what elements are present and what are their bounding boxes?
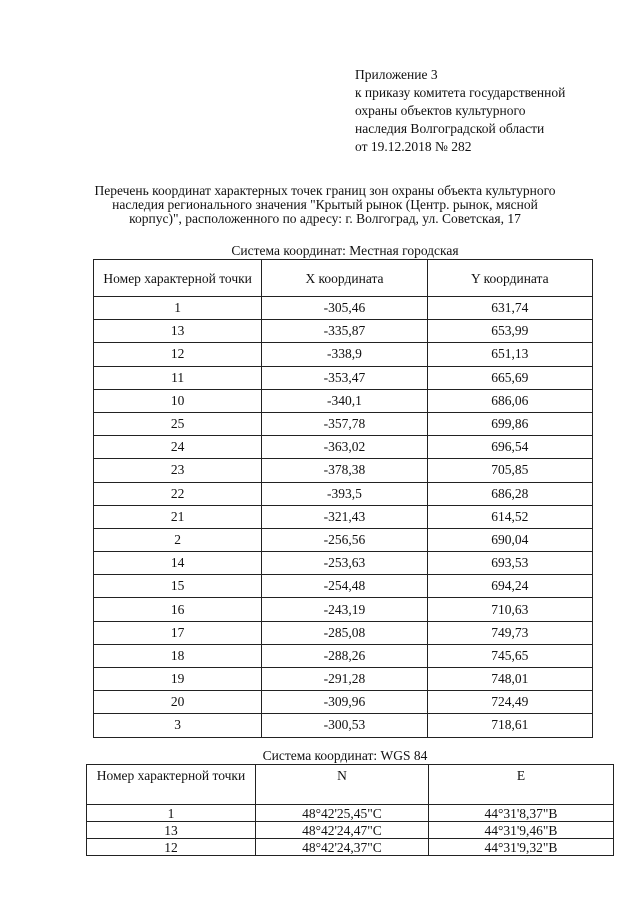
appendix-block — [355, 66, 565, 156]
cell-x: -340,1 — [262, 389, 427, 412]
table-row — [94, 343, 593, 366]
cell-point-number: 12 — [87, 839, 256, 856]
cell-y: 694,24 — [427, 575, 592, 598]
document-title — [70, 184, 580, 226]
table-row — [94, 320, 593, 343]
table-row — [94, 644, 593, 667]
table-row — [94, 412, 593, 435]
cell-point-number: 24 — [94, 436, 262, 459]
cell-point-number: 1 — [94, 297, 262, 320]
appendix-line: наследия Волгоградской области — [355, 121, 545, 136]
header-e: E — [428, 765, 613, 805]
cell-x: -291,28 — [262, 668, 427, 691]
header-point-number: Номер характерной точки — [94, 260, 262, 297]
cell-y: 705,85 — [427, 459, 592, 482]
table-row — [94, 459, 593, 482]
cell-point-number: 10 — [94, 389, 262, 412]
cell-point-number: 15 — [94, 575, 262, 598]
cell-point-number: 11 — [94, 366, 262, 389]
cell-y: 686,28 — [427, 482, 592, 505]
cell-point-number: 13 — [94, 320, 262, 343]
cell-y: 724,49 — [427, 691, 592, 714]
cell-x: -305,46 — [262, 297, 427, 320]
table-row — [94, 436, 593, 459]
table-row — [94, 691, 593, 714]
cell-point-number: 12 — [94, 343, 262, 366]
cell-point-number: 18 — [94, 644, 262, 667]
cell-n: 48°42'24,37"С — [255, 839, 428, 856]
cell-y: 710,63 — [427, 598, 592, 621]
table-row — [87, 822, 614, 839]
table-row — [94, 297, 593, 320]
cell-point-number: 21 — [94, 505, 262, 528]
table-row — [94, 598, 593, 621]
header-y: Y координата — [427, 260, 592, 297]
cell-x: -338,9 — [262, 343, 427, 366]
cell-y: 718,61 — [427, 714, 592, 737]
cell-point-number: 20 — [94, 691, 262, 714]
title-line: корпус)", расположенного по адресу: г. Волгоград, ул. Советская, 17 — [129, 211, 521, 226]
cell-e: 44°31'9,32"В — [428, 839, 613, 856]
cell-x: -256,56 — [262, 528, 427, 551]
cell-y: 690,04 — [427, 528, 592, 551]
cell-point-number: 17 — [94, 621, 262, 644]
cell-x: -253,63 — [262, 552, 427, 575]
header-n: N — [255, 765, 428, 805]
cell-x: -243,19 — [262, 598, 427, 621]
appendix-line: охраны объектов культурного — [355, 103, 526, 118]
cell-y: 614,52 — [427, 505, 592, 528]
header-x: X координата — [262, 260, 427, 297]
table-row — [94, 714, 593, 737]
cell-point-number: 23 — [94, 459, 262, 482]
cell-x: -335,87 — [262, 320, 427, 343]
cell-x: -300,53 — [262, 714, 427, 737]
cell-point-number: 22 — [94, 482, 262, 505]
cell-point-number: 3 — [94, 714, 262, 737]
cell-n: 48°42'24,47"С — [255, 822, 428, 839]
table-row — [94, 575, 593, 598]
table-row — [94, 366, 593, 389]
appendix-line: к приказу комитета государственной — [355, 85, 566, 100]
table-row — [87, 805, 614, 822]
cell-x: -254,48 — [262, 575, 427, 598]
wgs-system-caption: Система координат: WGS 84 — [262, 748, 428, 763]
table-row — [94, 621, 593, 644]
table-row — [94, 482, 593, 505]
header-point-number: Номер характерной точки — [87, 765, 256, 805]
title-line: наследия регионального значения "Крытый рынок (Центр. рынок, мясной — [112, 197, 538, 212]
cell-x: -357,78 — [262, 412, 427, 435]
wgs-coordinates-table — [86, 764, 614, 856]
table-header-row — [94, 260, 593, 297]
local-system-caption: Система координат: Местная городская — [231, 243, 459, 258]
cell-y: 686,06 — [427, 389, 592, 412]
cell-point-number: 19 — [94, 668, 262, 691]
cell-point-number: 2 — [94, 528, 262, 551]
cell-y: 745,65 — [427, 644, 592, 667]
table-row — [94, 552, 593, 575]
table-row — [94, 505, 593, 528]
cell-e: 44°31'9,46"В — [428, 822, 613, 839]
cell-y: 693,53 — [427, 552, 592, 575]
cell-y: 748,01 — [427, 668, 592, 691]
cell-point-number: 13 — [87, 822, 256, 839]
cell-y: 631,74 — [427, 297, 592, 320]
cell-y: 653,99 — [427, 320, 592, 343]
cell-n: 48°42'25,45"С — [255, 805, 428, 822]
cell-y: 651,13 — [427, 343, 592, 366]
cell-e: 44°31'8,37"В — [428, 805, 613, 822]
cell-y: 749,73 — [427, 621, 592, 644]
cell-x: -309,96 — [262, 691, 427, 714]
appendix-line: от 19.12.2018 № 282 — [355, 139, 472, 154]
cell-point-number: 25 — [94, 412, 262, 435]
cell-y: 699,86 — [427, 412, 592, 435]
table-row — [94, 389, 593, 412]
cell-point-number: 14 — [94, 552, 262, 575]
cell-point-number: 1 — [87, 805, 256, 822]
cell-point-number: 16 — [94, 598, 262, 621]
cell-y: 665,69 — [427, 366, 592, 389]
appendix-line: Приложение 3 — [355, 67, 438, 82]
cell-x: -393,5 — [262, 482, 427, 505]
cell-x: -353,47 — [262, 366, 427, 389]
table-row — [94, 668, 593, 691]
cell-x: -285,08 — [262, 621, 427, 644]
cell-x: -321,43 — [262, 505, 427, 528]
cell-x: -363,02 — [262, 436, 427, 459]
cell-y: 696,54 — [427, 436, 592, 459]
cell-x: -288,26 — [262, 644, 427, 667]
table-header-row — [87, 765, 614, 805]
title-line: Перечень координат характерных точек границ зон охраны объекта культурного — [94, 183, 556, 198]
cell-x: -378,38 — [262, 459, 427, 482]
table-row — [87, 839, 614, 856]
local-coordinates-table — [93, 259, 593, 738]
table-row — [94, 528, 593, 551]
